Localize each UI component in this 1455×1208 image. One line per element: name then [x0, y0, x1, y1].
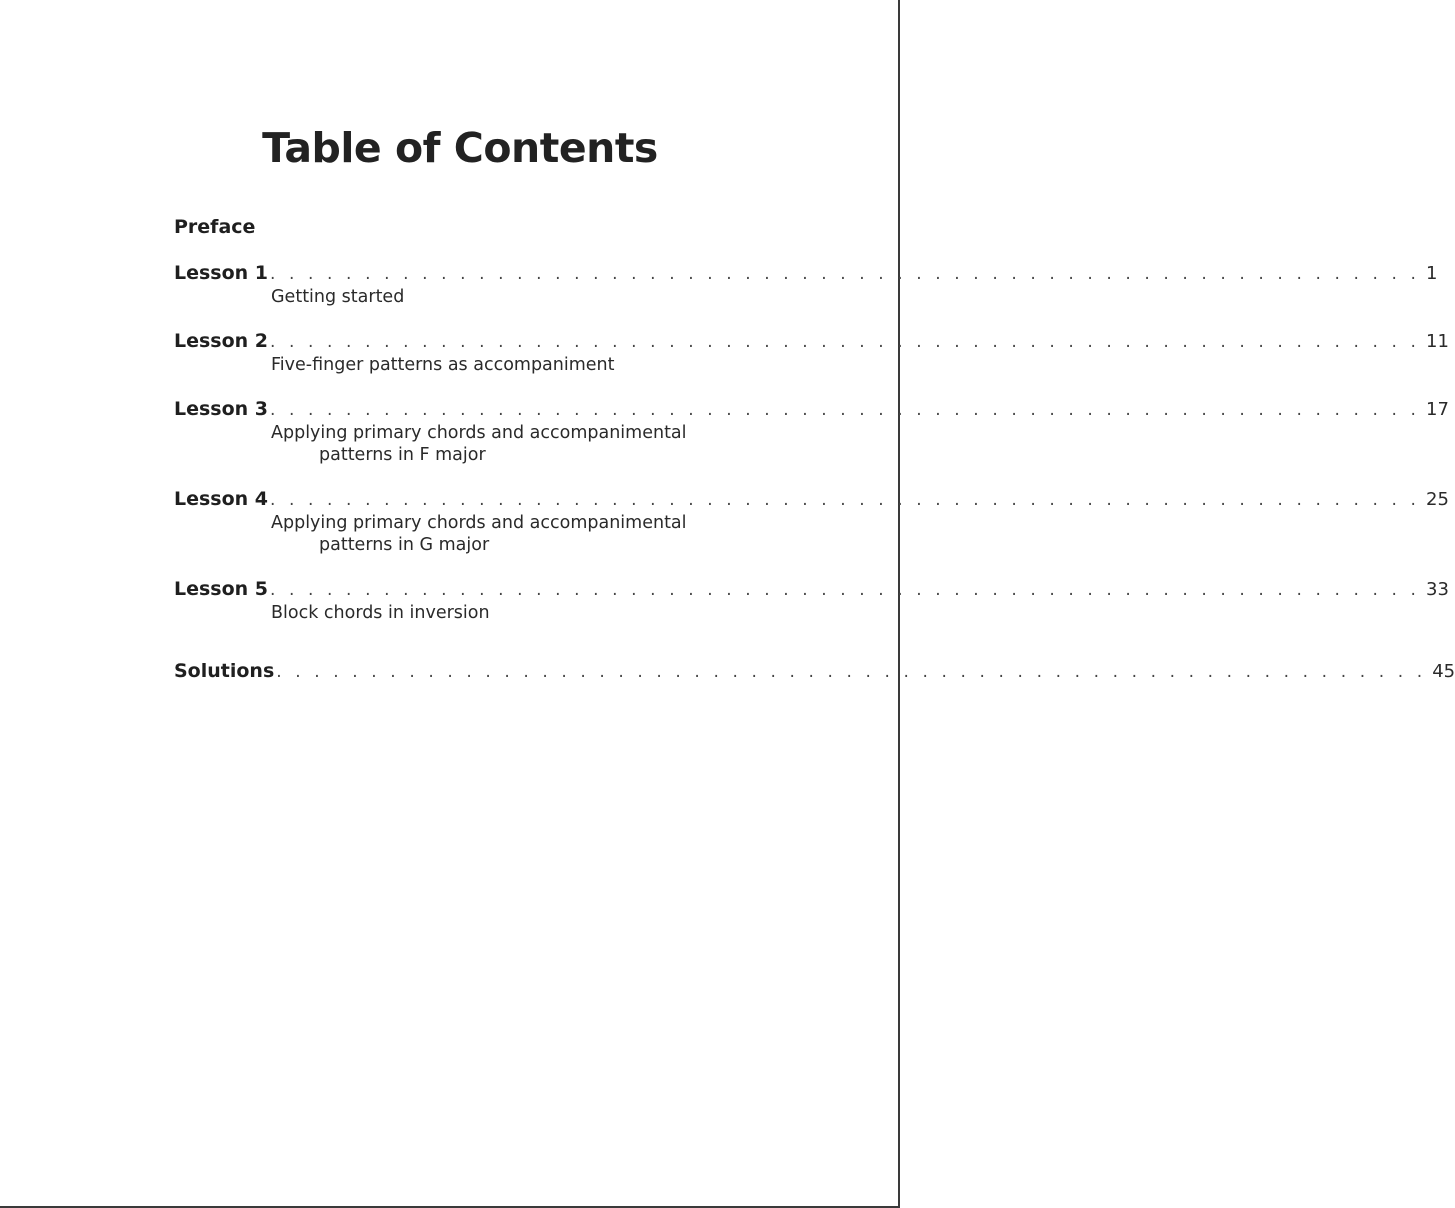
dot-leader: . . . . . . . . . . . . . . . . . . . . . . . . . . . . . . . . . . . . . . . . . . . . . . . . . . . . . . . . . . . . .	[270, 264, 1420, 284]
toc-entry-page-number: 25	[1426, 489, 1449, 510]
toc-entry-page-number: 45	[1432, 661, 1455, 682]
dot-leader: . . . . . . . . . . . . . . . . . . . . . . . . . . . . . . . . . . . . . . . . . . . . . . . . . . . . . . . . . . . . .	[270, 490, 1420, 510]
toc-entry-page-number: 17	[1426, 399, 1449, 420]
toc-entry-page-number: 33	[1426, 579, 1449, 600]
toc-entry-description	[271, 354, 743, 376]
toc-preface: Preface	[174, 216, 256, 238]
toc-entry-solutions	[174, 658, 1455, 684]
dot-leader: . . . . . . . . . . . . . . . . . . . . . . . . . . . . . . . . . . . . . . . . . . . . . . . . . . . . . . . . . . . . .	[276, 662, 1427, 682]
toc-entry-line	[174, 658, 1455, 684]
toc-entry-line	[174, 576, 1449, 602]
toc-entry-lesson-4	[174, 486, 1449, 556]
toc-entry-description-continuation: patterns in G major	[319, 535, 490, 555]
toc-entry-label: Lesson 3	[174, 398, 269, 420]
toc-entry-description-line: Block chords in inversion	[271, 603, 490, 623]
toc-entry-line	[174, 260, 1438, 286]
toc-entry-label: Lesson 4	[174, 488, 269, 510]
dot-leader: . . . . . . . . . . . . . . . . . . . . . . . . . . . . . . . . . . . . . . . . . . . . . . . . . . . . . . . . . . . . .	[270, 580, 1420, 600]
toc-entry-lesson-2	[174, 328, 1449, 376]
toc-entry-lesson-1	[174, 260, 1438, 308]
toc-entry-line	[174, 486, 1449, 512]
toc-entry-description	[271, 512, 743, 556]
page-title: Table of Contents	[262, 124, 658, 172]
toc-entry-label: Solutions	[174, 660, 275, 682]
table-of-contents	[174, 214, 1455, 704]
page-edge-right	[898, 0, 900, 1208]
toc-entry-description	[271, 286, 743, 308]
toc-entry-description-line: Applying primary chords and accompanimental	[271, 423, 687, 443]
toc-entry-description	[271, 602, 743, 624]
toc-entry-lesson-5	[174, 576, 1449, 624]
toc-entry-description-continuation: patterns in F major	[319, 445, 486, 465]
toc-entry-label: Lesson 5	[174, 578, 269, 600]
toc-entry-label: Lesson 1	[174, 262, 269, 284]
toc-entry-line	[174, 396, 1449, 422]
dot-leader: . . . . . . . . . . . . . . . . . . . . . . . . . . . . . . . . . . . . . . . . . . . . . . . . . . . . . . . . . . . . .	[270, 400, 1420, 420]
toc-entry-description-line: Getting started	[271, 287, 405, 307]
dot-leader: . . . . . . . . . . . . . . . . . . . . . . . . . . . . . . . . . . . . . . . . . . . . . . . . . . . . . . . . . . . . .	[270, 332, 1420, 352]
toc-entry-label: Lesson 2	[174, 330, 269, 352]
toc-entry-description-line: Five-finger patterns as accompaniment	[271, 355, 615, 375]
toc-entry-lesson-3	[174, 396, 1449, 466]
toc-entry-description-line: Applying primary chords and accompanimental	[271, 513, 687, 533]
toc-entry-line	[174, 328, 1449, 354]
toc-entry-description	[271, 422, 743, 466]
toc-entry-page-number: 11	[1426, 331, 1449, 352]
toc-entry-page-number: 1	[1426, 263, 1438, 284]
